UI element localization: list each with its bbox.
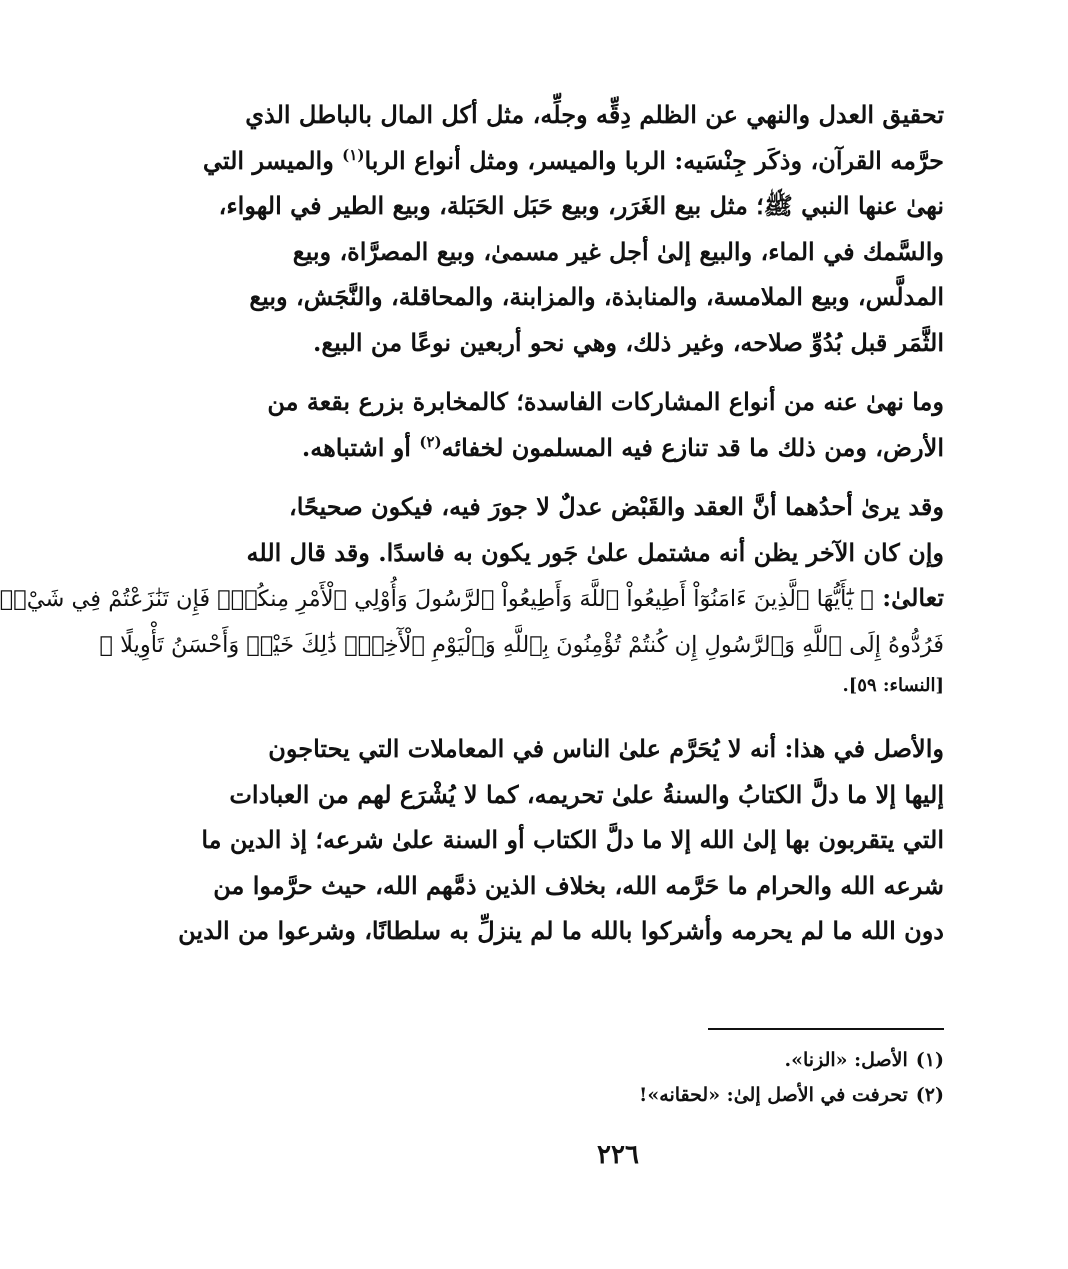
footnote-number: (٢) bbox=[915, 1084, 944, 1106]
paragraph-2 bbox=[267, 379, 944, 470]
document-body bbox=[0, 92, 944, 954]
quran-verse-line-2: فَرُدُّوهُ إِلَى ٱللَّهِ وَٱلرَّسُولِ إِن كُنتُمْ تُؤْمِنُونَ بِٱللَّهِ وَٱلْيَوْمِ ٱلْأٓخِرِۚ ذَٰلِكَ خَيْرٞ وَأَحْسَنُ تَأْوِيلًا ﴾ bbox=[99, 631, 944, 658]
footnote-divider bbox=[708, 1028, 944, 1030]
quran-reference: [النساء: ٥٩]. bbox=[842, 675, 944, 696]
text-line: تحقيق العدل والنهي عن الظلم دِقِّه وجلِّه، مثل أكل المال بالباطل الذي bbox=[245, 100, 944, 129]
text-line: الأرض، ومن ذلك ما قد تنازع فيه المسلمون لخفائه$^{(٢)}$ أو اشتباهه. bbox=[301, 432, 944, 462]
footnote-ref-2: (٢) bbox=[419, 432, 442, 451]
text-line: دون الله ما لم يحرمه وأشركوا بالله ما لم ينزلِّ به سلطانًا، وشرعوا من الدين bbox=[178, 916, 944, 945]
footnote-ref-1: (١) bbox=[342, 145, 365, 164]
text-line: التي يتقربون بها إلىٰ الله إلا ما دلَّ الكتاب أو السنة علىٰ شرعه؛ إذ الدين ما bbox=[201, 825, 944, 854]
text-line: حرَّمه القرآن، وذكَر جِنْسَيه: الربا والميسر، ومثل أنواع الربا$^{(١)}$ والميسر التي bbox=[202, 145, 944, 175]
quran-verse-line-1: ﴿ يَٰٓأَيُّهَا ٱلَّذِينَ ءَامَنُوٓاْ أَطِيعُواْ ٱللَّهَ وَأَطِيعُواْ ٱلرَّسُولَ وَأُوْلِي ٱلْأَمْرِ مِنكُمْۖ فَإِن تَنَٰزَعْتُمْ فِي شَيْءٖ bbox=[0, 586, 874, 612]
text-line: وما نهىٰ عنه من أنواع المشاركات الفاسدة؛ كالمخابرة بزرع بقعة من bbox=[267, 387, 944, 416]
footnote-text: الأصل: «الزنا». bbox=[784, 1049, 908, 1071]
text-line: وقد يرىٰ أحدُهما أنَّ العقد والقَبْض عدلٌ لا جورَ فيه، فيكون صحيحًا، bbox=[288, 492, 944, 521]
text-line: المدلَّس، وبيع الملامسة، والمنابذة، والمزابنة، والمحاقلة، والنَّجَش، وبيع bbox=[249, 282, 944, 311]
footnotes bbox=[294, 1043, 944, 1113]
text-line: والسَّمك في الماء، والبيع إلىٰ أجل غير مسمىٰ، وبيع المصرَّاة، وبيع bbox=[292, 236, 944, 266]
page-number: ٢٢٦ bbox=[597, 1140, 639, 1170]
footnote-number: (١) bbox=[915, 1049, 944, 1071]
footnote-1 bbox=[294, 1043, 944, 1078]
paragraph-3 bbox=[0, 484, 944, 704]
text-line: نهىٰ عنها النبي ﷺ؛ مثل بيع الغَرَر، وبيع حَبَل الحَبَلة، وبيع الطير في الهواء، bbox=[218, 191, 944, 220]
footnote-text: تحرفت في الأصل إلىٰ: «لحقانه»! bbox=[639, 1084, 908, 1106]
footnote-2 bbox=[294, 1078, 944, 1113]
text-line: تعالىٰ: ﴿ يَٰٓأَيُّهَا ٱلَّذِينَ ءَامَنُوٓاْ أَطِيعُواْ ٱللَّهَ وَأَطِيعُواْ ٱلرَّسُولَ وَأُوْلِي ٱلْأَمْرِ مِنكُمْۖ فَإِن تَنَٰزَعْتُمْ فِي شَيْءٖ bbox=[0, 583, 944, 612]
text-line: شرعه الله والحرام ما حَرَّمه الله، بخلاف الذين ذمَّهم الله، حيث حرَّموا من bbox=[213, 870, 944, 900]
text-line: والأصل في هذا: أنه لا يُحَرَّم علىٰ الناس في المعاملات التي يحتاجون bbox=[268, 734, 944, 763]
paragraph-4 bbox=[178, 726, 944, 954]
text-line: وإن كان الآخر يظن أنه مشتمل علىٰ جَور يكون به فاسدًا. وقد قال الله bbox=[246, 537, 944, 567]
text-line: إليها إلا ما دلَّ الكتابُ والسنةُ علىٰ تحريمه، كما لا يُشْرَع لهم من العبادات bbox=[229, 779, 944, 809]
text-line: الثَّمَر قبل بُدُوِّ صلاحه، وغير ذلك، وهي نحو أربعين نوعًا من البيع. bbox=[312, 327, 944, 357]
paragraph-1 bbox=[202, 92, 944, 365]
